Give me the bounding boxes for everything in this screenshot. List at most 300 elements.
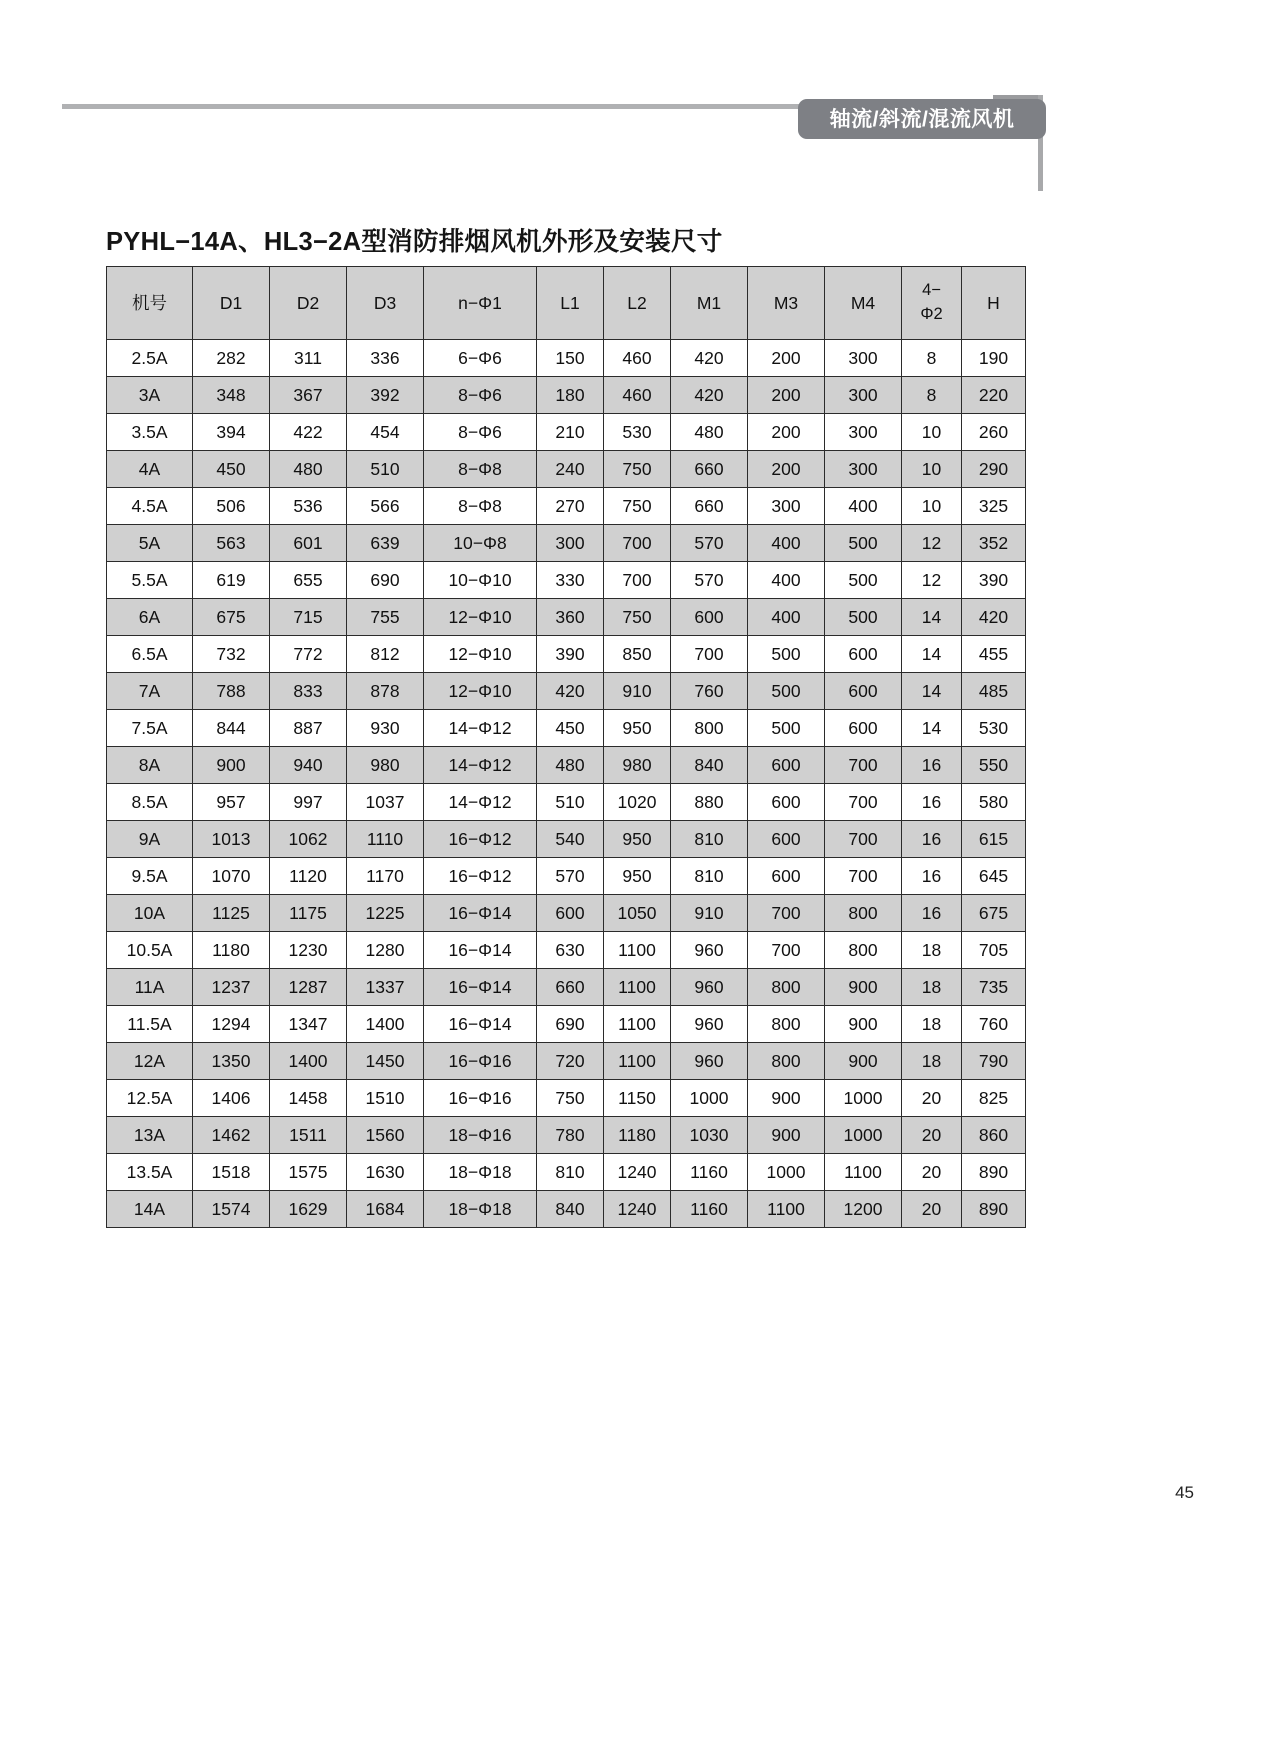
table-cell-phi2: 18: [902, 969, 962, 1006]
table-cell-m4: 600: [825, 673, 902, 710]
table-row: [107, 1154, 1026, 1191]
table-cell-d2: 422: [270, 414, 347, 451]
table-cell-d1: 1070: [193, 858, 270, 895]
table-cell-l1: 720: [537, 1043, 604, 1080]
table-cell-phi2: 18: [902, 1043, 962, 1080]
table-cell-m1: 1030: [671, 1117, 748, 1154]
table-cell-m4: 1100: [825, 1154, 902, 1191]
table-cell-m1: 880: [671, 784, 748, 821]
table-cell-m3: 200: [748, 414, 825, 451]
table-cell-phi2: 20: [902, 1191, 962, 1228]
table-header-row: [107, 267, 1026, 340]
table-cell-m3: 600: [748, 784, 825, 821]
table-cell-l2: 1100: [604, 932, 671, 969]
table-row: [107, 451, 1026, 488]
table-cell-l1: 360: [537, 599, 604, 636]
column-header-l1: L1: [537, 267, 604, 340]
table-cell-model: 11.5A: [107, 1006, 193, 1043]
table-cell-phi2: 14: [902, 599, 962, 636]
table-cell-m3: 400: [748, 525, 825, 562]
table-cell-l2: 850: [604, 636, 671, 673]
table-cell-m1: 960: [671, 969, 748, 1006]
table-cell-m3: 300: [748, 488, 825, 525]
table-cell-phi2: 8: [902, 340, 962, 377]
table-cell-nphi1: 18−Φ16: [424, 1117, 537, 1154]
table-cell-d1: 900: [193, 747, 270, 784]
table-cell-m3: 900: [748, 1117, 825, 1154]
column-header-d3: D3: [347, 267, 424, 340]
table-cell-m3: 800: [748, 1006, 825, 1043]
table-cell-d3: 639: [347, 525, 424, 562]
table-cell-nphi1: 12−Φ10: [424, 673, 537, 710]
table-cell-d1: 1574: [193, 1191, 270, 1228]
table-cell-l1: 180: [537, 377, 604, 414]
table-cell-model: 6.5A: [107, 636, 193, 673]
table-cell-l1: 150: [537, 340, 604, 377]
table-cell-l2: 1240: [604, 1191, 671, 1228]
table-row: [107, 821, 1026, 858]
table-cell-d1: 450: [193, 451, 270, 488]
column-header-d1: D1: [193, 267, 270, 340]
table-cell-m1: 760: [671, 673, 748, 710]
table-cell-h: 860: [962, 1117, 1026, 1154]
table-cell-d2: 480: [270, 451, 347, 488]
table-cell-d1: 394: [193, 414, 270, 451]
table-cell-model: 12.5A: [107, 1080, 193, 1117]
table-cell-l1: 240: [537, 451, 604, 488]
table-row: [107, 1117, 1026, 1154]
table-cell-m4: 800: [825, 932, 902, 969]
table-cell-l1: 510: [537, 784, 604, 821]
table-cell-d1: 348: [193, 377, 270, 414]
table-cell-model: 7A: [107, 673, 193, 710]
table-cell-d1: 732: [193, 636, 270, 673]
table-cell-d3: 1110: [347, 821, 424, 858]
table-cell-m4: 500: [825, 525, 902, 562]
table-cell-m1: 570: [671, 562, 748, 599]
table-cell-h: 290: [962, 451, 1026, 488]
table-cell-model: 8A: [107, 747, 193, 784]
table-cell-h: 645: [962, 858, 1026, 895]
table-row: [107, 1191, 1026, 1228]
table-cell-m4: 500: [825, 562, 902, 599]
header-rule-left: [62, 104, 882, 109]
table-cell-m1: 420: [671, 340, 748, 377]
table-cell-d3: 1337: [347, 969, 424, 1006]
table-cell-phi2: 18: [902, 1006, 962, 1043]
table-cell-d2: 1062: [270, 821, 347, 858]
table-cell-l2: 1240: [604, 1154, 671, 1191]
table-cell-m4: 400: [825, 488, 902, 525]
table-cell-m4: 700: [825, 784, 902, 821]
table-row: [107, 636, 1026, 673]
table-cell-l2: 460: [604, 377, 671, 414]
table-cell-nphi1: 14−Φ12: [424, 747, 537, 784]
table-cell-l1: 840: [537, 1191, 604, 1228]
column-header-n-phi1: n−Φ1: [424, 267, 537, 340]
table-cell-nphi1: 10−Φ8: [424, 525, 537, 562]
table-cell-d3: 878: [347, 673, 424, 710]
table-cell-l1: 570: [537, 858, 604, 895]
table-body: [107, 340, 1026, 1228]
table-cell-phi2: 14: [902, 710, 962, 747]
table-cell-m1: 420: [671, 377, 748, 414]
table-cell-m1: 1160: [671, 1191, 748, 1228]
table-cell-d1: 957: [193, 784, 270, 821]
table-cell-l2: 1100: [604, 969, 671, 1006]
table-cell-l1: 540: [537, 821, 604, 858]
table-cell-d2: 367: [270, 377, 347, 414]
table-cell-phi2: 18: [902, 932, 962, 969]
table-row: [107, 1080, 1026, 1117]
table-cell-m4: 300: [825, 451, 902, 488]
column-header-m1: M1: [671, 267, 748, 340]
table-cell-h: 550: [962, 747, 1026, 784]
table-cell-h: 220: [962, 377, 1026, 414]
table-cell-h: 890: [962, 1191, 1026, 1228]
table-cell-d2: 940: [270, 747, 347, 784]
table-cell-l1: 780: [537, 1117, 604, 1154]
table-row: [107, 340, 1026, 377]
table-cell-m4: 900: [825, 1006, 902, 1043]
table-cell-model: 9.5A: [107, 858, 193, 895]
table-cell-l2: 1100: [604, 1043, 671, 1080]
page-title: PYHL−14A、HL3−2A型消防排烟风机外形及安装尺寸: [106, 228, 723, 256]
table-cell-d3: 1510: [347, 1080, 424, 1117]
table-cell-l1: 630: [537, 932, 604, 969]
table-cell-m3: 600: [748, 858, 825, 895]
table-cell-phi2: 12: [902, 525, 962, 562]
table-cell-m1: 810: [671, 858, 748, 895]
table-cell-l1: 480: [537, 747, 604, 784]
table-cell-m3: 700: [748, 895, 825, 932]
table-cell-l1: 600: [537, 895, 604, 932]
table-cell-model: 13A: [107, 1117, 193, 1154]
table-cell-m3: 200: [748, 451, 825, 488]
table-row: [107, 377, 1026, 414]
column-header-4-phi2: [902, 267, 962, 340]
table-cell-m3: 400: [748, 562, 825, 599]
table-cell-m3: 1100: [748, 1191, 825, 1228]
table-cell-h: 825: [962, 1080, 1026, 1117]
table-row: [107, 488, 1026, 525]
table-cell-model: 7.5A: [107, 710, 193, 747]
table-cell-m3: 500: [748, 673, 825, 710]
table-cell-h: 580: [962, 784, 1026, 821]
table-cell-d2: 1120: [270, 858, 347, 895]
table-cell-d1: 619: [193, 562, 270, 599]
column-header-l2: L2: [604, 267, 671, 340]
table-cell-m4: 1200: [825, 1191, 902, 1228]
table-cell-phi2: 16: [902, 784, 962, 821]
table-cell-m4: 600: [825, 636, 902, 673]
table-cell-model: 9A: [107, 821, 193, 858]
table-cell-d3: 1450: [347, 1043, 424, 1080]
table-row: [107, 710, 1026, 747]
table-cell-nphi1: 16−Φ12: [424, 858, 537, 895]
table-cell-d3: 1170: [347, 858, 424, 895]
table-cell-model: 14A: [107, 1191, 193, 1228]
table-cell-d2: 1347: [270, 1006, 347, 1043]
table-cell-d3: 930: [347, 710, 424, 747]
table-cell-m4: 500: [825, 599, 902, 636]
table-cell-d2: 772: [270, 636, 347, 673]
table-cell-h: 390: [962, 562, 1026, 599]
table-cell-h: 530: [962, 710, 1026, 747]
column-header-m3: M3: [748, 267, 825, 340]
table-cell-d1: 506: [193, 488, 270, 525]
table-cell-h: 455: [962, 636, 1026, 673]
table-cell-m3: 800: [748, 1043, 825, 1080]
table-cell-nphi1: 16−Φ14: [424, 969, 537, 1006]
table-cell-d3: 980: [347, 747, 424, 784]
table-cell-d3: 690: [347, 562, 424, 599]
table-row: [107, 599, 1026, 636]
table-cell-phi2: 10: [902, 451, 962, 488]
table-cell-m4: 700: [825, 747, 902, 784]
table-cell-phi2: 20: [902, 1117, 962, 1154]
table-cell-h: 260: [962, 414, 1026, 451]
table-cell-model: 6A: [107, 599, 193, 636]
table-cell-model: 4A: [107, 451, 193, 488]
table-cell-phi2: 16: [902, 821, 962, 858]
table-cell-d2: 601: [270, 525, 347, 562]
table-cell-m3: 600: [748, 747, 825, 784]
table-cell-h: 735: [962, 969, 1026, 1006]
table-cell-l2: 910: [604, 673, 671, 710]
table-row: [107, 562, 1026, 599]
table-cell-d2: 536: [270, 488, 347, 525]
header-category-tab: [798, 99, 1046, 139]
table-cell-d3: 454: [347, 414, 424, 451]
table-cell-model: 5A: [107, 525, 193, 562]
table-cell-d3: 1400: [347, 1006, 424, 1043]
table-cell-m4: 600: [825, 710, 902, 747]
table-cell-d1: 1294: [193, 1006, 270, 1043]
table-cell-nphi1: 8−Φ8: [424, 488, 537, 525]
table-cell-l2: 950: [604, 821, 671, 858]
table-cell-l2: 750: [604, 488, 671, 525]
table-cell-l2: 750: [604, 599, 671, 636]
table-cell-l2: 1020: [604, 784, 671, 821]
table-cell-h: 352: [962, 525, 1026, 562]
table-row: [107, 673, 1026, 710]
dimensions-table: [106, 266, 1026, 1228]
table-cell-m4: 300: [825, 340, 902, 377]
table-cell-d3: 1280: [347, 932, 424, 969]
table-cell-d1: 1013: [193, 821, 270, 858]
table-cell-nphi1: 16−Φ12: [424, 821, 537, 858]
table-row: [107, 969, 1026, 1006]
table-cell-m4: 300: [825, 377, 902, 414]
table-cell-h: 485: [962, 673, 1026, 710]
table-cell-phi2: 16: [902, 747, 962, 784]
table-cell-l2: 1150: [604, 1080, 671, 1117]
table-cell-m3: 400: [748, 599, 825, 636]
table-cell-h: 790: [962, 1043, 1026, 1080]
table-cell-l2: 530: [604, 414, 671, 451]
table-cell-model: 3A: [107, 377, 193, 414]
table-cell-nphi1: 18−Φ18: [424, 1191, 537, 1228]
table-cell-m4: 1000: [825, 1117, 902, 1154]
table-cell-d3: 510: [347, 451, 424, 488]
table-cell-m1: 570: [671, 525, 748, 562]
table-cell-m1: 800: [671, 710, 748, 747]
table-row: [107, 932, 1026, 969]
table-cell-nphi1: 18−Φ18: [424, 1154, 537, 1191]
table-cell-d2: 1230: [270, 932, 347, 969]
table-cell-m3: 800: [748, 969, 825, 1006]
table-cell-m3: 500: [748, 636, 825, 673]
page-number: 45: [1175, 1483, 1194, 1502]
table-cell-nphi1: 8−Φ6: [424, 414, 537, 451]
table-cell-phi2: 8: [902, 377, 962, 414]
table-cell-d3: 566: [347, 488, 424, 525]
table-cell-l2: 700: [604, 525, 671, 562]
table-cell-d3: 1037: [347, 784, 424, 821]
table-cell-h: 325: [962, 488, 1026, 525]
table-cell-d3: 392: [347, 377, 424, 414]
table-cell-model: 10A: [107, 895, 193, 932]
table-cell-h: 760: [962, 1006, 1026, 1043]
table-cell-d1: 675: [193, 599, 270, 636]
table-cell-phi2: 16: [902, 895, 962, 932]
table-cell-m4: 900: [825, 1043, 902, 1080]
table-row: [107, 784, 1026, 821]
table-cell-l2: 1180: [604, 1117, 671, 1154]
table-cell-d2: 311: [270, 340, 347, 377]
table-cell-d1: 1462: [193, 1117, 270, 1154]
column-header-d2: D2: [270, 267, 347, 340]
table-cell-phi2: 14: [902, 636, 962, 673]
table-cell-d2: 833: [270, 673, 347, 710]
table-cell-d1: 1125: [193, 895, 270, 932]
header-category-label: 轴流/斜流/混流风机: [829, 108, 1015, 131]
table-cell-l1: 750: [537, 1080, 604, 1117]
table-cell-l2: 980: [604, 747, 671, 784]
table-cell-m1: 700: [671, 636, 748, 673]
table-cell-l2: 950: [604, 858, 671, 895]
table-cell-m1: 600: [671, 599, 748, 636]
table-cell-nphi1: 16−Φ16: [424, 1080, 537, 1117]
table-cell-h: 890: [962, 1154, 1026, 1191]
table-cell-m3: 600: [748, 821, 825, 858]
table-row: [107, 1006, 1026, 1043]
table-cell-d3: 1560: [347, 1117, 424, 1154]
table-cell-l1: 690: [537, 1006, 604, 1043]
table-row: [107, 858, 1026, 895]
table-cell-m1: 480: [671, 414, 748, 451]
table-cell-model: 2.5A: [107, 340, 193, 377]
table-cell-m1: 660: [671, 451, 748, 488]
table-cell-model: 3.5A: [107, 414, 193, 451]
table-cell-d2: 1458: [270, 1080, 347, 1117]
table-cell-phi2: 10: [902, 488, 962, 525]
table-cell-h: 675: [962, 895, 1026, 932]
table-cell-nphi1: 16−Φ14: [424, 1006, 537, 1043]
table-cell-m4: 300: [825, 414, 902, 451]
table-cell-l2: 750: [604, 451, 671, 488]
table-cell-l2: 1050: [604, 895, 671, 932]
table-cell-d2: 1175: [270, 895, 347, 932]
table-cell-h: 615: [962, 821, 1026, 858]
table-cell-d3: 336: [347, 340, 424, 377]
table-cell-d3: 755: [347, 599, 424, 636]
table-cell-d3: 1684: [347, 1191, 424, 1228]
table-cell-d1: 1237: [193, 969, 270, 1006]
table-cell-d2: 887: [270, 710, 347, 747]
table-cell-d2: 1400: [270, 1043, 347, 1080]
table-cell-model: 10.5A: [107, 932, 193, 969]
table-cell-m3: 200: [748, 340, 825, 377]
table-cell-d1: 1406: [193, 1080, 270, 1117]
column-header-m4: M4: [825, 267, 902, 340]
table-cell-d2: 1287: [270, 969, 347, 1006]
table-cell-m4: 700: [825, 821, 902, 858]
table-cell-l1: 270: [537, 488, 604, 525]
table-cell-l1: 330: [537, 562, 604, 599]
table-cell-m3: 700: [748, 932, 825, 969]
table-cell-d2: 997: [270, 784, 347, 821]
table-cell-l2: 700: [604, 562, 671, 599]
table-cell-m3: 900: [748, 1080, 825, 1117]
table-cell-phi2: 16: [902, 858, 962, 895]
table-cell-l1: 210: [537, 414, 604, 451]
table-cell-nphi1: 10−Φ10: [424, 562, 537, 599]
table-row: [107, 1043, 1026, 1080]
table-cell-m3: 500: [748, 710, 825, 747]
table-cell-m1: 810: [671, 821, 748, 858]
table-cell-nphi1: 16−Φ16: [424, 1043, 537, 1080]
table-cell-model: 4.5A: [107, 488, 193, 525]
table-cell-d1: 1180: [193, 932, 270, 969]
table-cell-m1: 910: [671, 895, 748, 932]
column-header-4-phi2-line1: 4−: [922, 281, 941, 300]
table-cell-m1: 1000: [671, 1080, 748, 1117]
table-cell-nphi1: 16−Φ14: [424, 932, 537, 969]
table-cell-nphi1: 8−Φ8: [424, 451, 537, 488]
table-cell-phi2: 10: [902, 414, 962, 451]
table-cell-model: 13.5A: [107, 1154, 193, 1191]
dimensions-table-container: [106, 266, 1009, 1228]
table-cell-model: 11A: [107, 969, 193, 1006]
column-header-model: 机号: [107, 267, 193, 340]
table-cell-d2: 715: [270, 599, 347, 636]
table-cell-d1: 1350: [193, 1043, 270, 1080]
table-cell-phi2: 20: [902, 1154, 962, 1191]
table-row: [107, 414, 1026, 451]
table-cell-nphi1: 14−Φ12: [424, 710, 537, 747]
table-cell-m3: 1000: [748, 1154, 825, 1191]
table-cell-model: 5.5A: [107, 562, 193, 599]
table-cell-m4: 900: [825, 969, 902, 1006]
table-cell-d3: 812: [347, 636, 424, 673]
table-row: [107, 895, 1026, 932]
table-cell-phi2: 14: [902, 673, 962, 710]
table-cell-d1: 788: [193, 673, 270, 710]
table-cell-d1: 563: [193, 525, 270, 562]
table-cell-l1: 660: [537, 969, 604, 1006]
page-header: [0, 0, 1276, 200]
column-header-h: H: [962, 267, 1026, 340]
table-cell-nphi1: 14−Φ12: [424, 784, 537, 821]
table-cell-nphi1: 12−Φ10: [424, 599, 537, 636]
table-row: [107, 747, 1026, 784]
table-cell-nphi1: 16−Φ14: [424, 895, 537, 932]
table-cell-l2: 950: [604, 710, 671, 747]
table-cell-model: 12A: [107, 1043, 193, 1080]
table-cell-d1: 1518: [193, 1154, 270, 1191]
